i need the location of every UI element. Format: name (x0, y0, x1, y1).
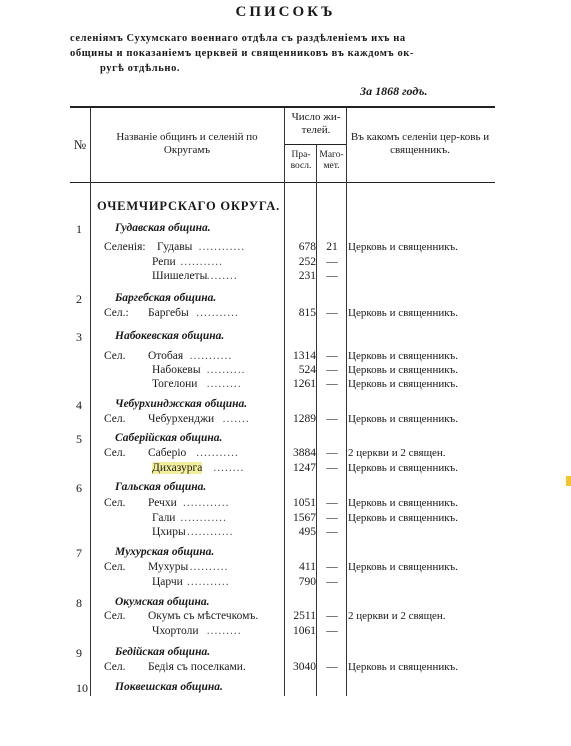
row-number: 6 (76, 481, 82, 495)
orthodox-count: 1567 (293, 512, 316, 524)
village-prefix: Сел. (104, 661, 126, 673)
village-prefix: Сел. (104, 561, 126, 573)
church-info: Церковь и священникъ. (348, 241, 458, 253)
church-info: Церковь и священникъ. (348, 462, 458, 474)
muslim-count: — (326, 307, 338, 319)
table-top-rule (70, 106, 495, 108)
village-row (0, 241, 571, 256)
orthodox-count: 1314 (293, 350, 316, 362)
village-name: Отобая (148, 350, 184, 362)
village-row (0, 270, 571, 285)
muslim-count: — (326, 413, 338, 425)
community-name: Гудавская община. (115, 222, 211, 234)
page-title: СПИСОКЪ (235, 4, 336, 20)
subtitle-line-3: ругѣ отдѣльно. (100, 63, 181, 74)
church-info: Церковь и священникъ. (348, 307, 458, 319)
village-name: Саберiо (148, 447, 187, 459)
row-number: 5 (76, 432, 82, 446)
row-number: 2 (76, 292, 82, 306)
leader-dots: ......... (206, 625, 242, 637)
orthodox-count: 1061 (293, 625, 316, 637)
village-name: Чебурхенджи (148, 413, 215, 425)
village-row (0, 625, 571, 640)
okrug-heading (0, 199, 571, 214)
village-prefix: Сел. (104, 350, 126, 362)
village-row (0, 307, 571, 322)
leader-dots: ............ (187, 526, 234, 538)
village-row (0, 512, 571, 527)
okrug-name: ОЧЕМЧИРСКАГО ОКРУГА. (97, 199, 281, 213)
village-row (0, 256, 571, 271)
village-name: Речхи (148, 497, 177, 509)
leader-dots: ............ (198, 241, 246, 253)
row-number: 4 (76, 398, 82, 412)
leader-dots: ........ (213, 462, 245, 474)
church-info: Церковь и священникъ. (348, 350, 458, 362)
village-row (0, 561, 571, 576)
community-row (0, 596, 571, 611)
subtitle-line-2: общины и показанiемъ церквей и священниковъ въ каждомъ ок- (70, 48, 415, 59)
orthodox-count: 790 (298, 576, 316, 588)
village-name: Тогелони (152, 378, 198, 390)
church-info: Церковь и священникъ. (348, 364, 458, 376)
row-number: 1 (76, 222, 82, 236)
leader-dots: ......... (206, 378, 242, 390)
church-info: Церковь и священникъ. (348, 413, 458, 425)
village-row (0, 378, 571, 393)
orthodox-count: 1051 (293, 497, 316, 509)
muslim-count: 21 (326, 241, 338, 253)
page-edge-marker (566, 476, 571, 486)
muslim-count: — (326, 497, 338, 509)
year-label: За 1868 годъ. (360, 84, 428, 98)
row-number: 8 (76, 596, 82, 610)
village-prefix: Сел. (104, 447, 126, 459)
village-prefix: Селенiя: (104, 241, 146, 253)
orthodox-count: 1247 (293, 462, 316, 474)
village-row (0, 364, 571, 379)
village-prefix: Сел. (104, 610, 126, 622)
village-name: Гали (152, 512, 176, 524)
row-number: 7 (76, 546, 82, 560)
community-row (0, 292, 571, 307)
church-info: 2 церкви и 2 священ. (348, 447, 446, 459)
community-row (0, 481, 571, 496)
village-name: Репи (152, 256, 176, 268)
muslim-count: — (326, 447, 338, 459)
header-bottom-rule (70, 182, 495, 183)
muslim-count: — (326, 364, 338, 376)
muslim-count: — (326, 576, 338, 588)
village-name: Баргебы (148, 307, 189, 319)
header-orthodox: Пра-восл. (290, 150, 312, 171)
muslim-count: — (326, 256, 338, 268)
village-prefix: Сел. (104, 497, 126, 509)
orthodox-count: 678 (298, 241, 316, 253)
village-row (0, 661, 571, 676)
village-name: Чхортоли (152, 625, 199, 637)
row-number: 3 (76, 330, 82, 344)
row-number: 9 (76, 646, 82, 660)
subtitle-line-1: селенiямъ Сухумскаго военнаго отдѣла съ раздѣленiемъ ихъ на (70, 33, 406, 44)
header-muslim: Маго-мет. (319, 150, 344, 171)
leader-dots: ........... (196, 307, 239, 319)
church-info: Церковь и священникъ. (348, 561, 458, 573)
muslim-count: — (326, 526, 338, 538)
village-name: Дихазурга (152, 462, 203, 474)
community-name: Мухурская община. (115, 546, 215, 558)
community-name: Окумская община. (115, 596, 210, 608)
orthodox-count: 3040 (293, 661, 316, 673)
community-row (0, 222, 571, 237)
muslim-count: — (326, 561, 338, 573)
header-churches: Въ какомъ селенiи цер-ковь и священникъ. (350, 131, 490, 156)
community-row (0, 330, 571, 345)
church-info: Церковь и священникъ. (348, 661, 458, 673)
church-info: 2 церкви и 2 священ. (348, 610, 446, 622)
church-info: Церковь и священникъ. (348, 512, 458, 524)
muslim-count: — (326, 512, 338, 524)
leader-dots: ............ (183, 497, 230, 509)
church-info: Церковь и священникъ. (348, 378, 458, 390)
leader-dots: ....... (222, 413, 250, 425)
leader-dots: .......... (206, 364, 246, 376)
muslim-count: — (326, 378, 338, 390)
village-name: Шишелеты (152, 270, 208, 282)
leader-dots: ........... (180, 256, 224, 268)
orthodox-count: 1261 (293, 378, 316, 390)
row-number: 10 (76, 681, 88, 695)
leader-dots: ........ (206, 270, 238, 282)
village-name: Мухуры (148, 561, 189, 573)
orthodox-count: 524 (298, 364, 316, 376)
village-row (0, 610, 571, 625)
leader-dots: ........... (196, 447, 239, 459)
community-row (0, 681, 571, 696)
orthodox-count: 1289 (293, 413, 316, 425)
village-row (0, 462, 571, 477)
community-row (0, 432, 571, 447)
header-residents: Число жи-телей. (291, 111, 341, 136)
village-name: Цхиры (152, 526, 186, 538)
muslim-count: — (326, 625, 338, 637)
village-row (0, 447, 571, 462)
orthodox-count: 815 (298, 307, 316, 319)
village-row (0, 497, 571, 512)
header-name: Названiе общинъ и селенiй по Округамъ (116, 131, 258, 156)
leader-dots: ........... (187, 576, 230, 588)
orthodox-count: 411 (299, 561, 316, 573)
village-name: Набокевы (152, 364, 201, 376)
leader-dots: .......... (189, 561, 229, 573)
muslim-count: — (326, 462, 338, 474)
community-name: Чебурхинджская община. (115, 398, 248, 410)
community-row (0, 646, 571, 661)
village-prefix: Сел. (104, 413, 126, 425)
community-row (0, 546, 571, 561)
orthodox-count: 2511 (293, 610, 316, 622)
header-number: № (73, 137, 87, 152)
muslim-count: — (326, 661, 338, 673)
community-name: Баргебская община. (115, 292, 217, 304)
village-row (0, 350, 571, 365)
muslim-count: — (326, 270, 338, 282)
orthodox-count: 495 (298, 526, 316, 538)
orthodox-count: 252 (298, 256, 316, 268)
community-name: Набокевская община. (115, 330, 225, 342)
village-name: Бедiя съ поселками. (148, 661, 246, 673)
church-info: Церковь и священникъ. (348, 497, 458, 509)
village-name: Окумъ съ мѣстечкомъ. (148, 610, 259, 622)
muslim-count: — (326, 350, 338, 362)
village-name: Царчи (152, 576, 183, 588)
village-row (0, 526, 571, 541)
orthodox-count: 231 (298, 270, 316, 282)
community-row (0, 398, 571, 413)
village-row (0, 413, 571, 428)
orthodox-count: 3884 (293, 447, 316, 459)
community-name: Саберiйская община. (115, 432, 223, 444)
community-name: Поквешская община. (115, 681, 223, 693)
village-name: Гудавы (157, 241, 193, 253)
leader-dots: ........... (189, 350, 233, 362)
community-name: Гальская община. (115, 481, 207, 493)
community-name: Бедiйская община. (115, 646, 211, 658)
muslim-count: — (326, 610, 338, 622)
village-row (0, 576, 571, 591)
village-prefix: Сел.: (104, 307, 129, 319)
leader-dots: ............ (180, 512, 227, 524)
